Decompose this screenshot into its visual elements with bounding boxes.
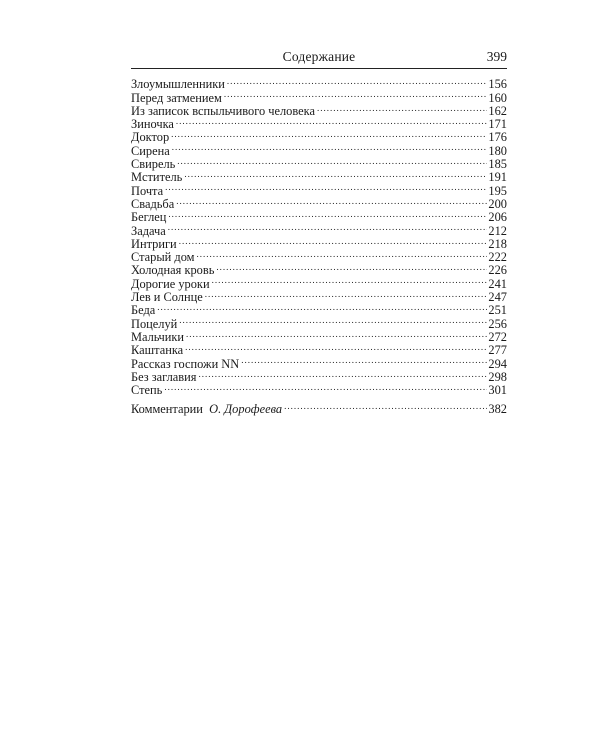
toc-entry-title: Беда (131, 303, 156, 318)
toc-entry-page: 200 (488, 196, 507, 211)
toc-entry-page: 191 (488, 170, 507, 185)
toc-entry[interactable] (131, 248, 507, 265)
dot-leader (179, 314, 487, 327)
dot-leader (168, 208, 487, 221)
toc-entry-title (131, 403, 284, 416)
toc-entry-commentary[interactable] (131, 400, 507, 417)
toc-entry-page: 256 (488, 316, 507, 331)
toc-entry-page: 212 (488, 223, 507, 238)
toc-entry[interactable] (131, 128, 507, 145)
dot-leader (157, 301, 487, 314)
toc-entry-title: Холодная кровь (131, 263, 215, 278)
dot-leader (184, 168, 487, 181)
toc-entry-title: Зиночка (131, 117, 174, 132)
toc-entry-title: Старый дом (131, 250, 195, 265)
toc-entry-title: Беглец (131, 210, 167, 225)
page-number: 399 (486, 49, 507, 64)
dot-leader (212, 274, 488, 287)
toc-entry-page: 301 (488, 383, 507, 398)
toc-entry-page: 185 (488, 157, 507, 172)
toc-entry-page: 251 (488, 303, 507, 318)
toc-entry-title: Свадьба (131, 196, 175, 211)
commentary-label: Комментарии (131, 402, 203, 417)
dot-leader (284, 400, 487, 413)
dot-leader (179, 235, 488, 248)
dot-leader (176, 115, 487, 128)
toc-entry[interactable] (131, 88, 507, 105)
toc-entry[interactable] (131, 195, 507, 211)
dot-leader (227, 75, 487, 88)
toc-entry[interactable] (131, 261, 507, 278)
running-head (131, 49, 507, 67)
toc-entry-title: Доктор (131, 130, 170, 145)
dot-leader (198, 368, 487, 381)
dot-leader (168, 221, 488, 234)
toc-entry-title: Дорогие уроки (131, 276, 210, 291)
dot-leader (224, 88, 488, 101)
toc-entry-title: Почта (131, 183, 164, 198)
toc-entry-page: 277 (488, 343, 507, 358)
toc-entry[interactable] (131, 368, 507, 384)
table-of-contents (131, 75, 507, 417)
toc-entry-page: 162 (488, 103, 507, 118)
toc-entry[interactable] (131, 328, 507, 344)
dot-leader (165, 181, 487, 194)
toc-entry[interactable] (131, 181, 507, 198)
toc-entry-page: 222 (488, 250, 507, 265)
toc-entry[interactable] (131, 221, 507, 238)
toc-entry-page: 171 (488, 117, 507, 132)
toc-entry[interactable] (131, 155, 507, 172)
toc-entry-title: Интриги (131, 236, 177, 251)
commentary-author: О. Дорофеева (209, 402, 283, 417)
header-rule (131, 68, 507, 69)
toc-entry[interactable] (131, 208, 507, 225)
page-title: Содержание (282, 49, 356, 64)
toc-entry-title: Задача (131, 223, 166, 238)
dot-leader (172, 141, 488, 154)
toc-entry-page: 195 (488, 183, 507, 198)
dot-leader (241, 354, 487, 367)
toc-entry-title: Свирель (131, 157, 176, 172)
toc-entry[interactable] (131, 301, 507, 318)
toc-entry-title: Каштанка (131, 343, 184, 358)
toc-entry[interactable] (131, 288, 507, 305)
toc-entry[interactable] (131, 102, 507, 118)
toc-entry-page: 226 (488, 263, 507, 278)
dot-leader (197, 248, 488, 261)
toc-entry[interactable] (131, 141, 507, 158)
toc-entry-page: 382 (488, 402, 507, 417)
toc-entry[interactable] (131, 274, 507, 291)
toc-entry[interactable] (131, 341, 507, 358)
toc-entry-page: 272 (488, 329, 507, 344)
toc-entry-page: 160 (488, 90, 507, 105)
dot-leader (186, 328, 487, 341)
dot-leader (317, 102, 487, 115)
toc-entry-page: 247 (488, 290, 507, 305)
dot-leader (176, 195, 487, 208)
toc-entry[interactable] (131, 168, 507, 185)
dot-leader (177, 155, 487, 168)
toc-entry-page: 180 (488, 143, 507, 158)
toc-entry[interactable] (131, 381, 507, 398)
toc-entry-title: Степь (131, 383, 163, 398)
toc-entry[interactable] (131, 354, 507, 371)
toc-entry-page: 241 (488, 276, 507, 291)
toc-entry-title: Без заглавия (131, 369, 197, 384)
toc-entry[interactable] (131, 235, 507, 251)
toc-entry-page: 156 (488, 77, 507, 92)
toc-entry-title: Сирена (131, 143, 170, 158)
toc-entry-title: Мститель (131, 170, 183, 185)
toc-entry[interactable] (131, 75, 507, 92)
dot-leader (216, 261, 487, 274)
toc-entry-page: 294 (488, 356, 507, 371)
dot-leader (205, 288, 488, 301)
toc-entry-page: 206 (488, 210, 507, 225)
toc-entry-title: Из записок вспыльчивого человека (131, 103, 315, 118)
toc-entry-title: Перед затмением (131, 90, 222, 105)
toc-entry-title: Рассказ госпожи NN (131, 356, 240, 371)
toc-entry-title: Лев и Солнце (131, 290, 203, 305)
dot-leader (164, 381, 487, 394)
toc-entry[interactable] (131, 314, 507, 331)
toc-entry[interactable] (131, 115, 507, 132)
toc-entry-title: Злоумышленники (131, 77, 225, 92)
toc-entry-title: Мальчики (131, 329, 185, 344)
toc-entry-page: 298 (488, 369, 507, 384)
toc-entry-page: 218 (488, 236, 507, 251)
toc-entry-page: 176 (488, 130, 507, 145)
dot-leader (185, 341, 487, 354)
dot-leader (171, 128, 487, 141)
toc-entry-title: Поцелуй (131, 316, 178, 331)
